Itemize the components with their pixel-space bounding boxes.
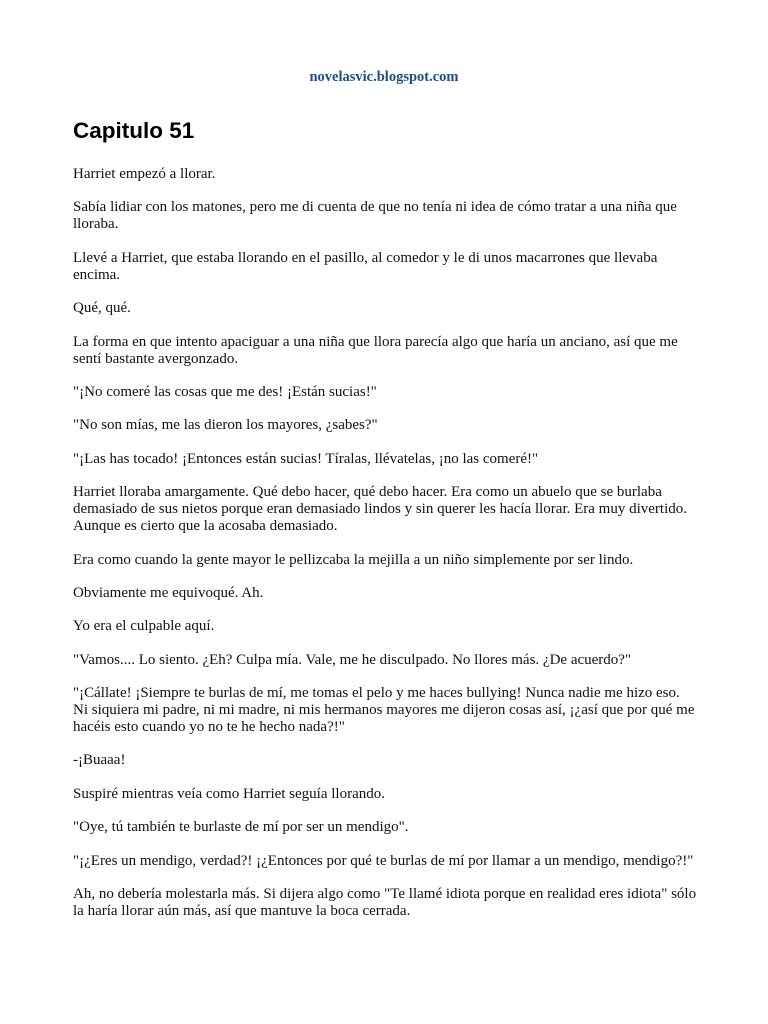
paragraph: "¡No comeré las cosas que me des! ¡Están sucias!" bbox=[73, 383, 377, 400]
paragraph: Llevé a Harriet, que estaba llorando en el pasillo, al comedor y le di unos macarrones que llevaba encima. bbox=[73, 249, 658, 283]
paragraph: "Vamos.... Lo siento. ¿Eh? Culpa mía. Vale, me he disculpado. No llores más. ¿De acuerdo?" bbox=[73, 651, 632, 668]
paragraph: Sabía lidiar con los matones, pero me di cuenta de que no tenía ni idea de cómo tratar a una niña que lloraba. bbox=[73, 199, 677, 233]
paragraph: "¡Cállate! ¡Siempre te burlas de mí, me tomas el pelo y me haces bullying! Nunca nadie me hizo eso. Ni siquiera mi padre, ni mi madre, ni mis hermanos mayores me dijeron cosas así, ¡¿así que por qué me hacéis esto cuando yo no te he hecho nada?!" bbox=[73, 685, 695, 736]
paragraph: Harriet empezó a llorar. bbox=[73, 166, 216, 182]
paragraph: La forma en que intento apaciguar a una niña que llora parecía algo que haría un anciano, así que me sentí bastante avergonzado. bbox=[73, 333, 678, 367]
paragraph: -¡Buaaa! bbox=[73, 752, 126, 769]
site-link[interactable]: novelasvic.blogspot.com bbox=[309, 69, 459, 85]
paragraph: Yo era el culpable aquí. bbox=[73, 618, 215, 635]
paragraph: "¡¿Eres un mendigo, verdad?! ¡¿Entonces por qué te burlas de mí por llamar a un mendigo, mendigo?!" bbox=[73, 852, 694, 869]
paragraph: Qué, qué. bbox=[73, 300, 131, 317]
paragraph: "¡Las has tocado! ¡Entonces están sucias! Tíralas, llévatelas, ¡no las comeré!" bbox=[73, 450, 539, 467]
chapter-title: Capitulo 51 bbox=[73, 118, 195, 143]
paragraph: Ah, no debería molestarla más. Si dijera algo como "Te llamé idiota porque en realidad eres idiota" sólo la haría llorar aún más, así que mantuve la boca cerrada. bbox=[73, 886, 697, 920]
paragraph: Obviamente me equivoqué. Ah. bbox=[73, 584, 264, 601]
paragraph: Harriet lloraba amargamente. Qué debo hacer, qué debo hacer. Era como un abuelo que se burlaba demasiado de sus nietos porque eran demasiado lindos y sin querer les hacía llorar. Era muy divertido. Aunque es cierto que la acosaba demasiado. bbox=[73, 484, 687, 535]
paragraph: Era como cuando la gente mayor le pellizcaba la mejilla a un niño simplemente por ser lindo. bbox=[73, 551, 634, 568]
paragraph: "Oye, tú también te burlaste de mí por ser un mendigo". bbox=[73, 819, 409, 836]
chapter-body bbox=[73, 166, 697, 936]
paragraph: Suspiré mientras veía como Harriet seguía llorando. bbox=[73, 785, 385, 802]
paragraph: "No son mías, me las dieron los mayores, ¿sabes?" bbox=[73, 417, 378, 434]
